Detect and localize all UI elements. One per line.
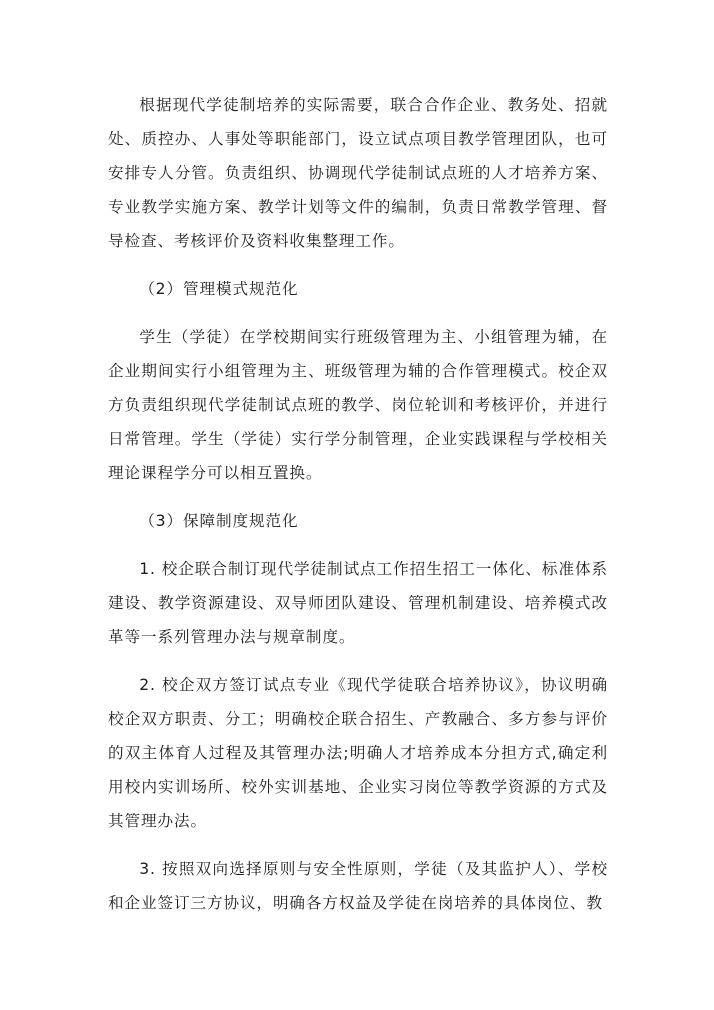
document-body xyxy=(108,88,608,920)
heading-management-mode: （2）管理模式规范化 xyxy=(139,280,299,298)
paragraph-management-mode: 学生（学徒）在学校期间实行班级管理为主、小组管理为辅，在企业期间实行小组管理为主、班级管理为辅的合作管理模式。校企双方负责组织现代学徒制试点班的教学、岗位轮训和考核评价，并进行日常管理。学生（学徒）实行学分制管理，企业实践课程与学校相关理论课程学分可以相互置换。 xyxy=(108,328,608,482)
paragraph-item-3: 3. 按照双向选择原则与安全性原则，学徒（及其监护人）、学校和企业签订三方协议，明确各方权益及学徒在岗培养的具体岗位、教 xyxy=(108,860,608,912)
paragraph-item-1: 1. 校企联合制订现代学徒制试点工作招生招工一体化、标准体系建设、教学资源建设、双导师团队建设、管理机制建设、培养模式改革等一系列管理办法与规章制度。 xyxy=(108,560,608,646)
heading-guarantee-system: （3）保障制度规范化 xyxy=(139,512,299,530)
paragraph-item-2: 2. 校企双方签订试点专业《现代学徒联合培养协议》，协议明确校企双方职责、分工；明确校企联合招生、产教融合、多方参与评价的双主体育人过程及其管理办法;明确人才培养成本分担方式,确定利用校内实训场所、校外实训基地、企业实习岗位等教学资源的方式及其管理办法。 xyxy=(108,676,608,830)
paragraph-team-management: 根据现代学徒制培养的实际需要，联合合作企业、教务处、招就处、质控办、人事处等职能部门，设立试点项目教学管理团队，也可安排专人分管。负责组织、协调现代学徒制试点班的人才培养方案、专业教学实施方案、教学计划等文件的编制，负责日常教学管理、督导检查、考核评价及资料收集整理工作。 xyxy=(108,96,608,250)
